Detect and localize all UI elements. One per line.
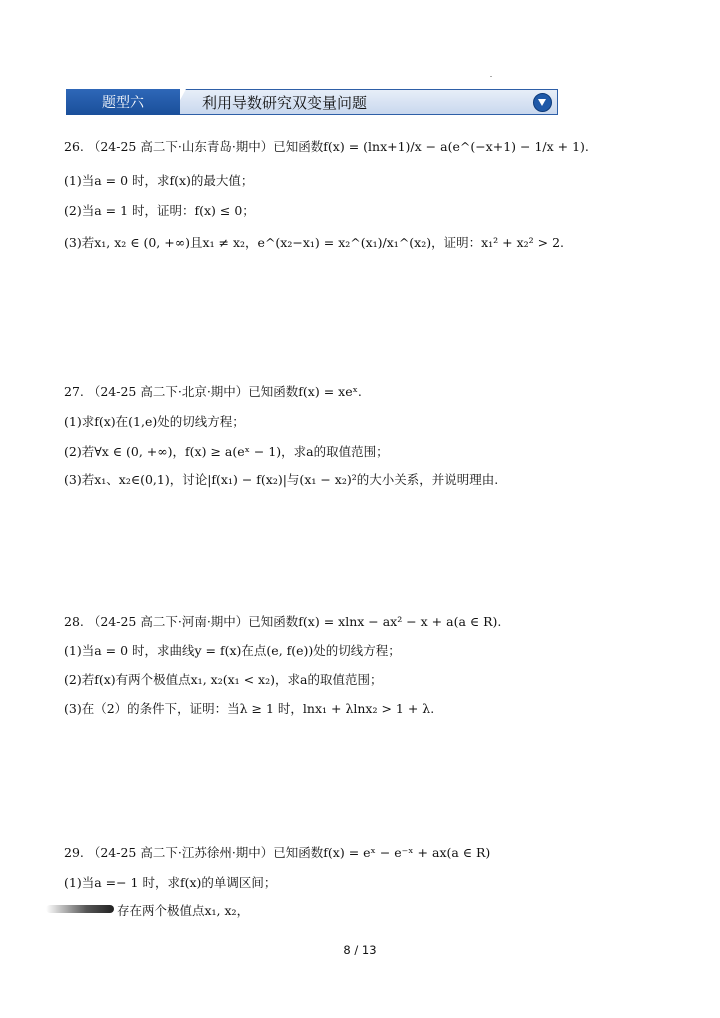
- obscured-text-bar: [46, 905, 114, 913]
- problem-26-part3: (3)若x₁, x₂ ∈ (0, +∞)且x₁ ≠ x₂，e^(x₂−x₁) = x₂^(x₁)/x₁^(x₂)，证明：x₁² + x₂² > 2.: [64, 235, 565, 250]
- problem-26-part1: (1)当a = 0 时，求f(x)的最大值；: [64, 173, 254, 188]
- banner-title: 利用导数研究双变量问题: [202, 94, 368, 112]
- problem-27-stem: 27. （24-25 高二下·北京·期中）已知函数f(x) = xeˣ.: [64, 384, 362, 399]
- problem-26-stem: 26. （24-25 高二下·山东青岛·期中）已知函数f(x) = (lnx+1)/x − a(e^(−x+1) − 1/x + 1).: [64, 139, 589, 154]
- problem-26-part2: (2)当a = 1 时，证明：f(x) ≤ 0；: [64, 203, 255, 218]
- problem-28-part1: (1)当a = 0 时，求曲线y = f(x)在点(e, f(e))处的切线方程；: [64, 643, 401, 658]
- banner-tag: 题型六: [66, 89, 180, 115]
- chevron-down-icon: [533, 93, 552, 112]
- stray-dot: [490, 76, 492, 77]
- problem-27-part1: (1)求f(x)在(1,e)处的切线方程；: [64, 414, 245, 429]
- problem-28-part3: (3)在（2）的条件下，证明：当λ ≥ 1 时，lnx₁ + λlnx₂ > 1 + λ.: [64, 701, 435, 716]
- problem-29-part1: (1)当a =− 1 时，求f(x)的单调区间；: [64, 875, 277, 890]
- page-number: 8 / 13: [343, 943, 377, 957]
- section-banner: [66, 89, 558, 115]
- problem-28-part2: (2)若f(x)有两个极值点x₁, x₂(x₁ < x₂)，求a的取值范围；: [64, 672, 383, 687]
- problem-27-part3: (3)若x₁、x₂∈(0,1)，讨论|f(x₁) − f(x₂)|与(x₁ − x₂)²的大小关系，并说明理由.: [64, 472, 499, 487]
- problem-29-part2-fragment: 存在两个极值点x₁, x₂，: [117, 903, 250, 918]
- problem-27-part2: (2)若∀x ∈ (0, +∞)，f(x) ≥ a(eˣ − 1)，求a的取值范围；: [64, 444, 389, 459]
- problem-28-stem: 28. （24-25 高二下·河南·期中）已知函数f(x) = xlnx − ax² − x + a(a ∈ R).: [64, 614, 502, 629]
- problem-29-stem: 29. （24-25 高二下·江苏徐州·期中）已知函数f(x) = eˣ − e⁻ˣ + ax(a ∈ R): [64, 845, 491, 860]
